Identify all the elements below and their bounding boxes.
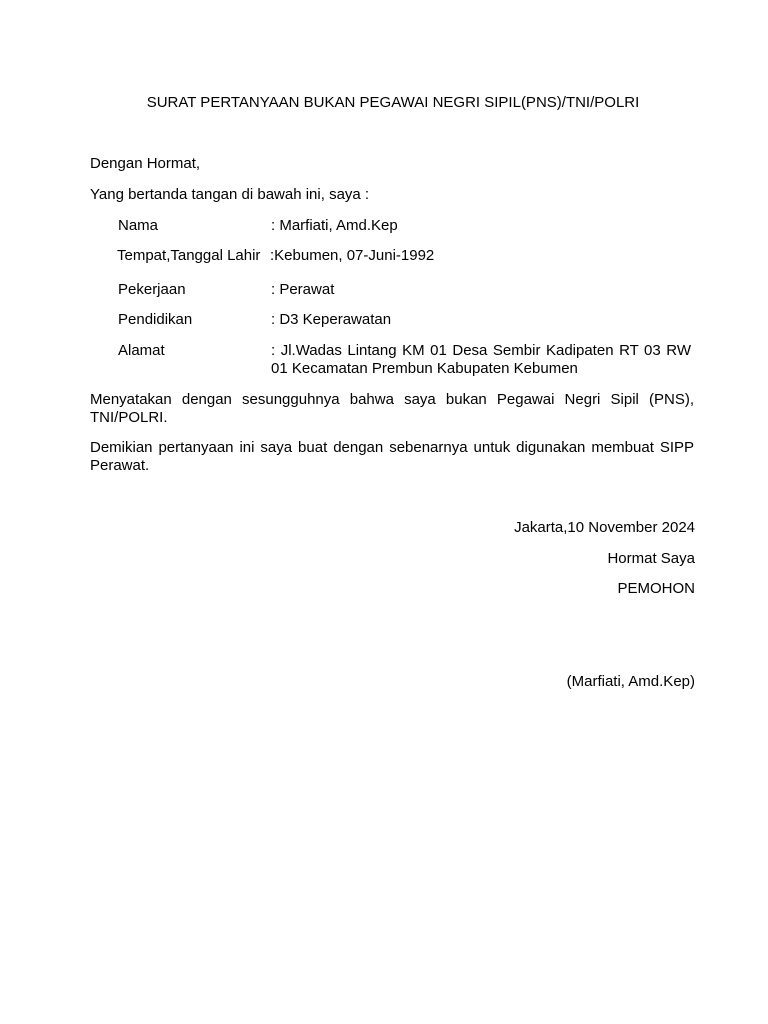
salutation: Dengan Hormat, <box>90 155 201 172</box>
field-label-alamat: Alamat <box>118 342 165 359</box>
field-label-nama: Nama <box>118 217 159 234</box>
statement-paragraph: Menyatakan dengan sesungguhnya bahwa saya bukan Pegawai Negri Sipil (PNS), TNI/POLRI. <box>90 391 694 426</box>
field-value-pekerjaan: : Perawat <box>271 281 335 298</box>
field-label-pekerjaan: Pekerjaan <box>118 281 186 298</box>
intro-text: Yang bertanda tangan di bawah ini, saya : <box>90 186 370 203</box>
role-text: PEMOHON <box>617 580 695 597</box>
field-value-tempat-tanggal-lahir: :Kebumen, 07-Juni-1992 <box>270 247 435 264</box>
signatory-name: (Marfiati, Amd.Kep) <box>566 673 695 690</box>
field-value-alamat: : Jl.Wadas Lintang KM 01 Desa Sembir Kadipaten RT 03 RW 01 Kecamatan Prembun Kabupaten Kebumen <box>271 342 691 377</box>
field-label-pendidikan: Pendidikan <box>118 311 193 328</box>
field-value-nama: : Marfiati, Amd.Kep <box>271 217 398 234</box>
regards-text: Hormat Saya <box>607 550 695 567</box>
field-value-pendidikan: : D3 Keperawatan <box>271 311 392 328</box>
letter-title: SURAT PERTANYAAN BUKAN PEGAWAI NEGRI SIPIL(PNS)/TNI/POLRI <box>146 94 640 111</box>
closing-paragraph: Demikian pertanyaan ini saya buat dengan sebenarnya untuk digunakan membuat SIPP Perawat. <box>90 439 694 474</box>
field-label-tempat-tanggal-lahir: Tempat,Tanggal Lahir <box>117 247 261 264</box>
place-date: Jakarta,10 November 2024 <box>514 519 695 536</box>
